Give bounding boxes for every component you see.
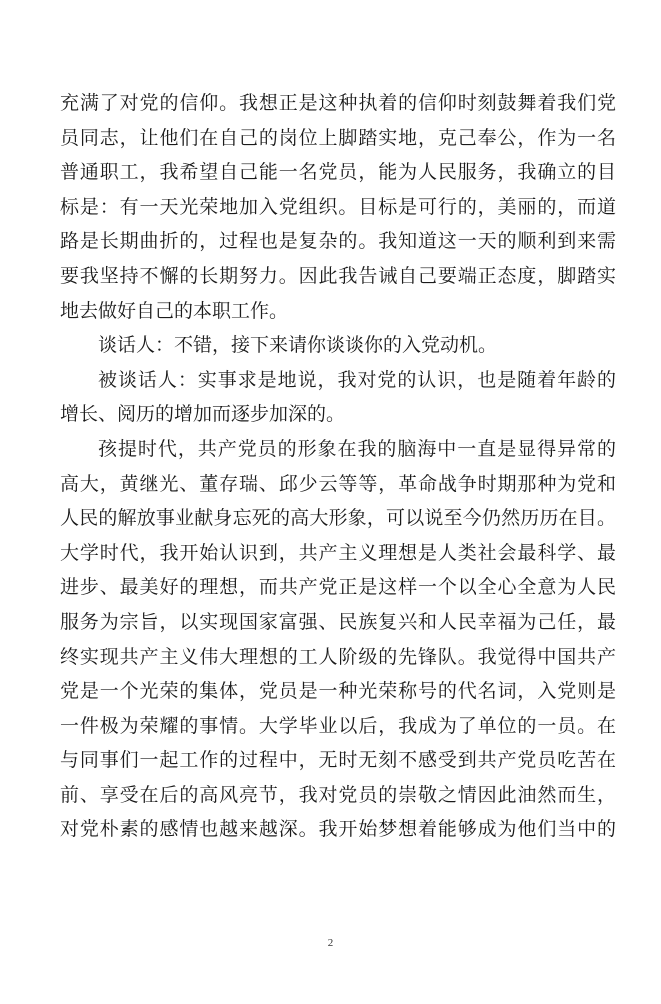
text-line: 对党朴素的感情也越来越深。我开始梦想着能够成为他们当中的 (60, 818, 616, 841)
text-line: 充满了对党的信仰。我想正是这种执着的信仰时刻鼓舞着我们党 (60, 92, 616, 114)
text-line: 与同事们一起工作的过程中，无时无刻不感受到共产党员吃苦在 (60, 749, 616, 772)
text-line: 党是一个光荣的集体，党员是一种光荣称号的代名词，入党则是 (60, 680, 616, 703)
paragraph-start-line: 孩提时代，共产党员的形象在我的脑海中一直是显得异常的 (98, 437, 616, 460)
text-line: 增长、阅历的增加而逐步加深的。 (60, 403, 346, 426)
text-line: 要我坚持不懈的长期努力。因此我告诫自己要端正态度，脚踏实 (60, 264, 616, 287)
text-line: 终实现共产主义伟大理想的工人阶级的先锋队。我觉得中国共产 (60, 645, 616, 668)
text-line: 进步、最美好的理想，而共产党正是这样一个以全心全意为人民 (60, 576, 616, 599)
page-number: 2 (327, 937, 334, 949)
text-line: 员同志，让他们在自己的岗位上脚踏实地，克己奉公，作为一名 (60, 126, 616, 149)
text-line: 服务为宗旨，以实现国家富强、民族复兴和人民幸福为己任，最 (60, 610, 616, 633)
dialogue-line-interviewee: 被谈话人：实事求是地说，我对党的认识，也是随着年龄的 (98, 368, 616, 391)
document-body (60, 86, 616, 847)
dialogue-line-interviewer: 谈话人：不错，接下来请你谈谈你的入党动机。 (98, 334, 498, 357)
text-line: 标是：有一天光荣地加入党组织。目标是可行的，美丽的，而道 (60, 195, 616, 218)
text-line: 前、享受在后的高风亮节，我对党员的崇敬之情因此油然而生， (60, 783, 616, 806)
text-line: 普通职工，我希望自己能一名党员，能为人民服务，我确立的目 (60, 161, 616, 184)
text-line: 一件极为荣耀的事情。大学毕业以后，我成为了单位的一员。在 (60, 714, 616, 737)
text-line: 高大，黄继光、董存瑞、邱少云等等，革命战争时期那种为党和 (60, 472, 616, 495)
text-line: 路是长期曲折的，过程也是复杂的。我知道这一天的顺利到来需 (60, 230, 616, 253)
text-line: 大学时代，我开始认识到，共产主义理想是人类社会最科学、最 (60, 541, 616, 564)
text-line: 人民的解放事业献身忘死的高大形象，可以说至今仍然历历在目。 (60, 507, 616, 530)
text-line: 地去做好自己的本职工作。 (60, 299, 289, 322)
